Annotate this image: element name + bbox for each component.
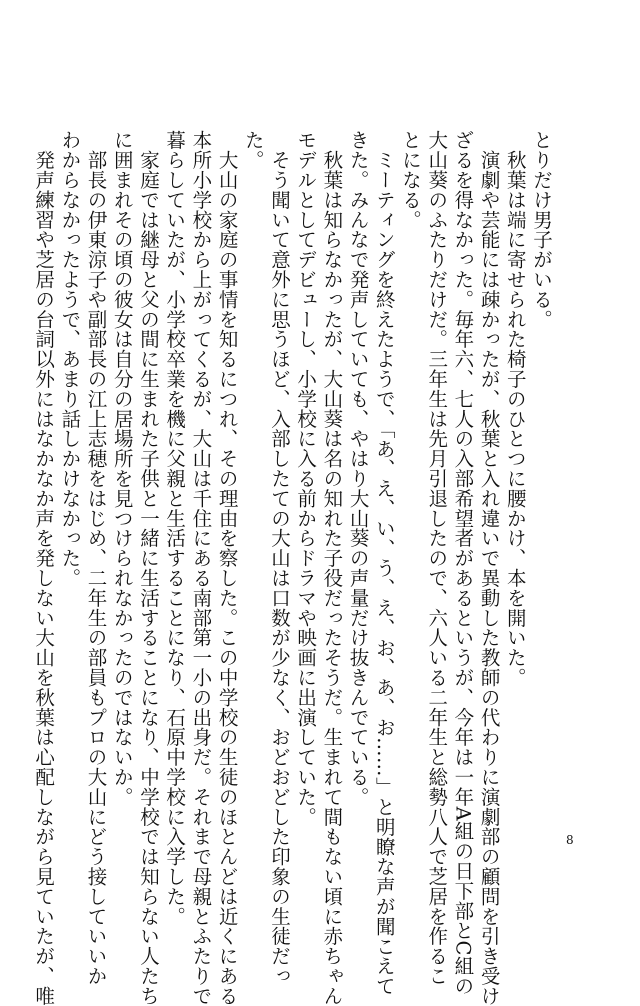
text-line: に囲まれその頃の彼女は自分の居場所を見つけられなかったのではないか。 [110, 130, 134, 807]
page-number: 8 [566, 833, 574, 847]
text-line: 発声練習や芝居の台詞以外にはなかなか声を発しない大山を秋葉は心配しながら見ていたが、唯 [32, 130, 56, 1006]
text-line: 暮らしていたが、小学校卒業を機に父親と生活することになり、石原中学校に入学した。 [163, 130, 187, 926]
text-line: わからなかったようで、あまり話しかけなかった。 [58, 130, 82, 588]
text-line: 秋葉は端に寄せられた椅子のひとつに腰かけ、本を開いた。 [503, 130, 527, 688]
text-line: とになる。 [398, 130, 422, 230]
text-line: とりだけ男子がいる。 [530, 130, 553, 329]
text-line: た。 [241, 130, 265, 170]
text-line: 秋葉は知らなかったが、大山葵は名の知れた子役だったそうだ。生まれて間もない頃に赤ちゃん [320, 130, 344, 1006]
text-line: 大山の家庭の事情を知るにつれ、その理由を察した。この中学校の生徒のほとんどは近くにある [215, 130, 239, 1006]
text-line: ざるを得なかった。毎年六、七人の入部希望者があるというが、今年は一年A組の日下部とC組の [451, 130, 475, 996]
text-line: ミーティングを終えたようで、「あ、え、い、う、え、お、あ、お……」と明瞭な声が聞こえて [372, 130, 396, 996]
text-line: 演劇や芸能には疎かったが、秋葉と入れ違いで異動した教師の代わりに演劇部の顧問を引き受け [477, 130, 501, 1006]
text-line: 家庭では継母と父の間に生まれた子供と一緒に生活することになり、中学校では知らない人たち [136, 130, 160, 1006]
text-line: 大山葵のふたりだけだ。三年生は先月引退したので、六人いる二年生と総勢八人で芝居を作るこ [425, 130, 449, 986]
text-line: 部長の伊東涼子や副部長の江上志穂をはじめ、二年生の部員もプロの大山にどう接していいか [84, 130, 108, 986]
text-line: 本所小学校から上がってくるが、大山は千住にある南部第一小の出身だ。それまで母親とふたりで [189, 130, 213, 1006]
text-line: モデルとしてデビューし、小学校に入る前からドラマや映画に出演していた。 [294, 130, 318, 827]
text-line: そう聞いて意外に思うほど、入部したての大山は口数が少なく、おどおどした印象の生徒だっ [267, 130, 291, 986]
text-line: きた。みんなで発声していても、やはり大山葵の声量だけ抜きんでている。 [346, 130, 370, 807]
vertical-text-block [32, 130, 554, 1006]
